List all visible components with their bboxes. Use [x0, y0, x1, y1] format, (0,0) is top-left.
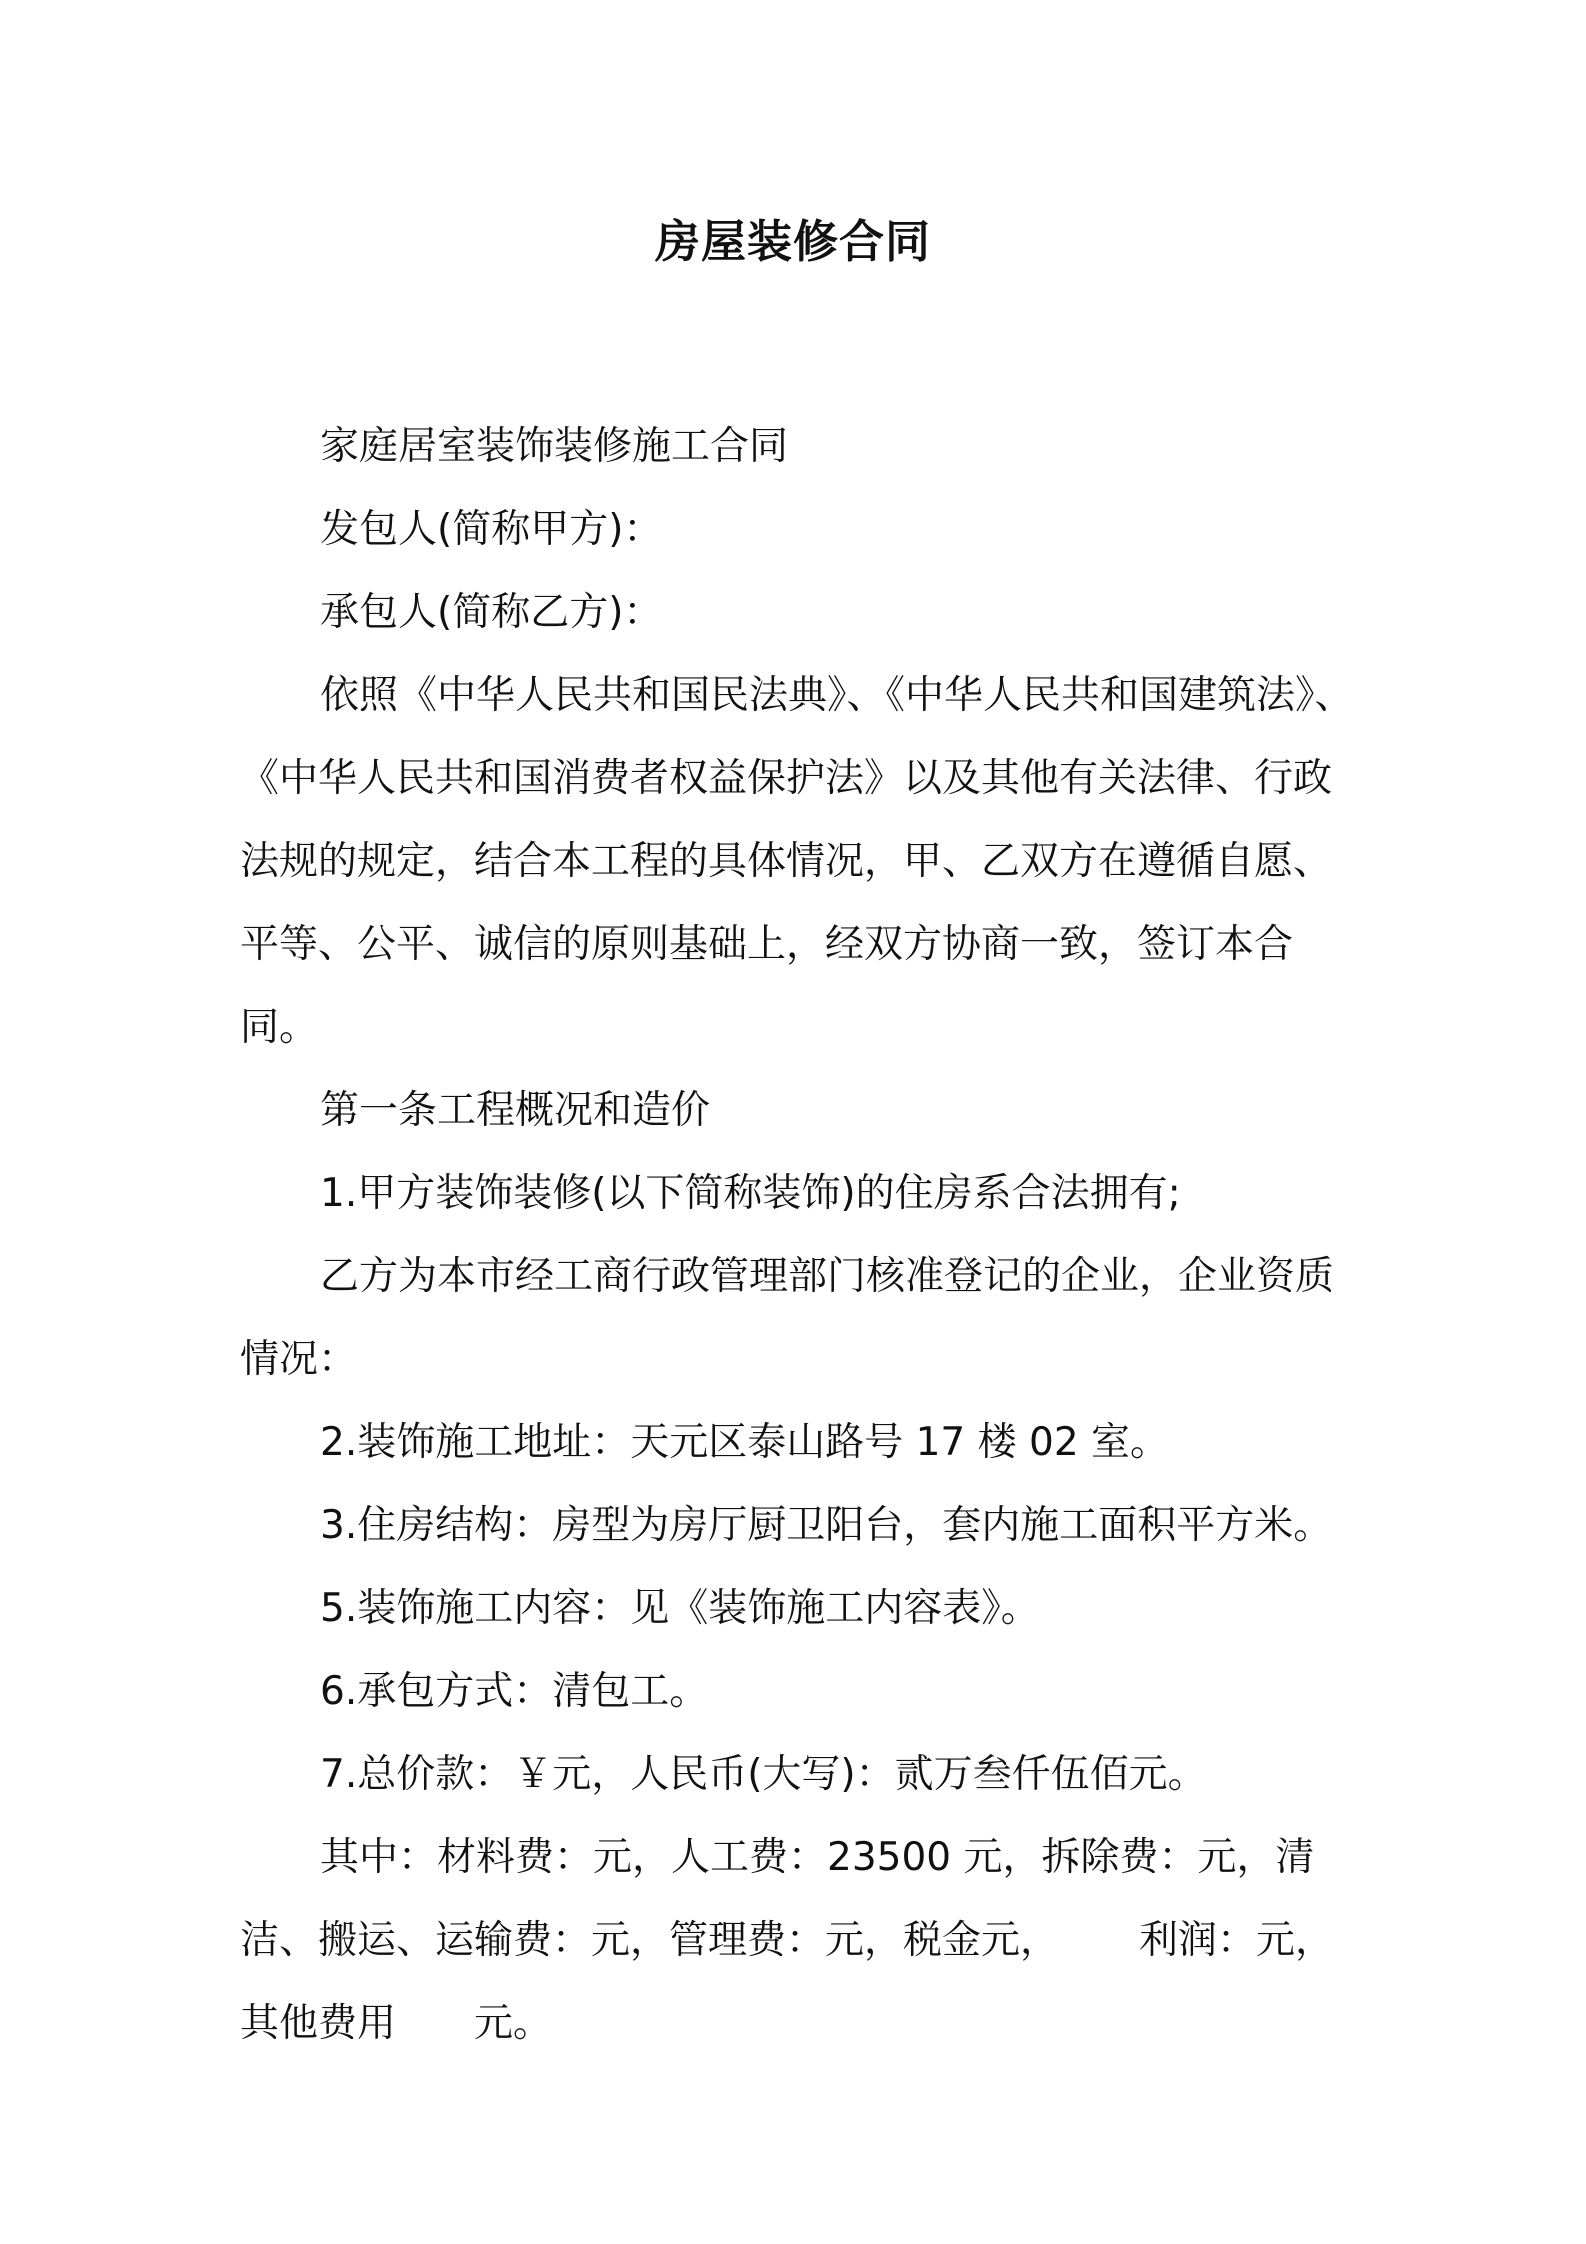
clause-5-content: 5.装饰施工内容：见《装饰施工内容表》。	[320, 1586, 1040, 1631]
legal-basis-paragraph: 依照《中华人民共和国民法典》、《中华人民共和国建筑法》、《中华人民共和国消费者权益保护法》以及其他有关法律、行政法规的规定，结合本工程的具体情况，甲、乙双方在遵循自愿、平等、公平、诚信的原则基础上，经双方协商一致，签订本合同。	[240, 673, 1354, 1050]
clause-1: 1.甲方装饰装修(以下简称装饰)的住房系合法拥有;	[320, 1171, 1181, 1216]
cost-breakdown	[240, 1816, 1360, 2065]
cost-breakdown-part2: 利润：元，其他费用	[240, 1918, 1335, 2046]
cost-breakdown-part3: 元。	[474, 2001, 553, 2046]
clause-3-structure: 3.住房结构：房型为房厅厨卫阳台，套内施工面积平方米。	[320, 1503, 1333, 1548]
contract-subtitle: 家庭居室装饰装修施工合同	[320, 424, 789, 469]
party-a-line: 发包人(简称甲方)：	[320, 507, 663, 552]
party-b-line: 承包人(简称乙方)：	[320, 590, 663, 635]
party-b-qualification: 乙方为本市经工商行政管理部门核准登记的企业，企业资质情况：	[240, 1254, 1335, 1382]
clause-6-method: 6.承包方式：清包工。	[320, 1669, 709, 1714]
clause-7-total-price: 7.总价款：￥元，人民币(大写)：贰万叁仟伍佰元。	[320, 1752, 1207, 1797]
cost-breakdown-part1: 其中：材料费：元，人工费：23500 元，拆除费：元，清洁、搬运、运输费：元，管理费：元，税金元，	[240, 1835, 1315, 1963]
document-title: 房屋装修合同	[654, 215, 931, 268]
document-body	[240, 405, 1360, 2065]
clause-2-address: 2.装饰施工地址：天元区泰山路号 17 楼 02 室。	[320, 1420, 1170, 1465]
article-one-heading: 第一条工程概况和造价	[320, 1088, 711, 1133]
